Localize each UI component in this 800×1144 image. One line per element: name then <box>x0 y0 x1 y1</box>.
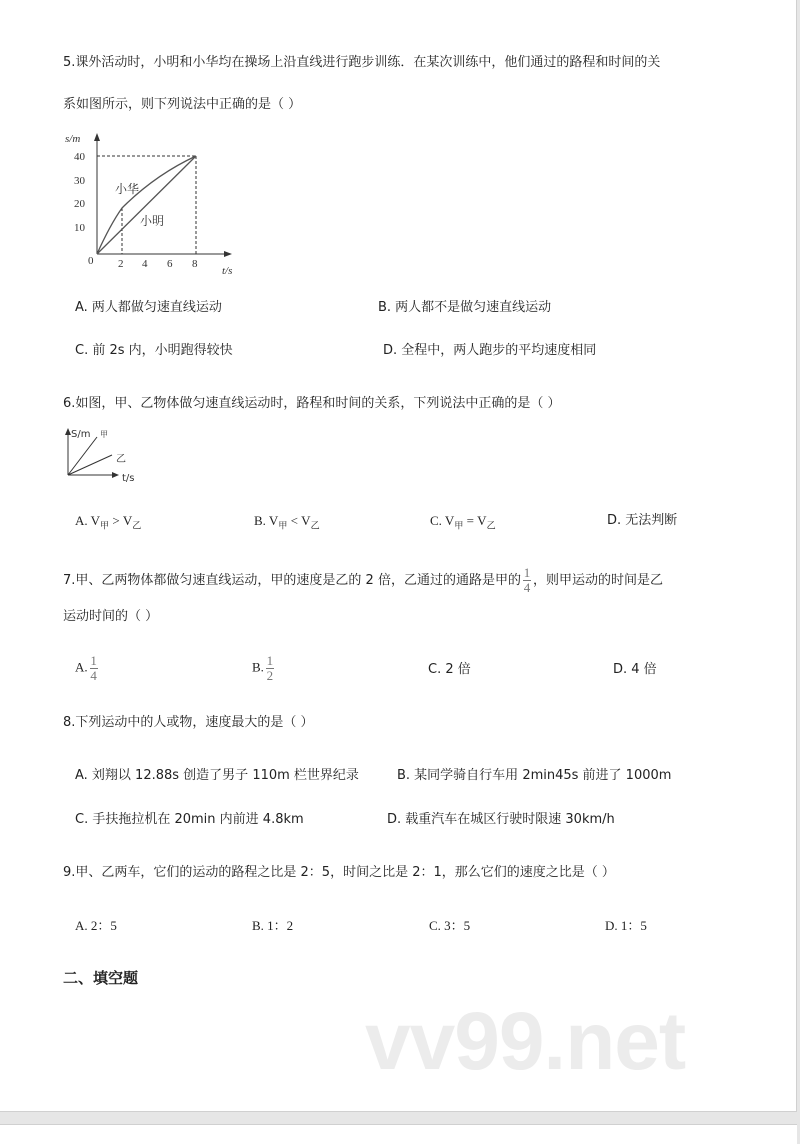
x-axis-label: t/s <box>122 473 135 484</box>
origin-label: 0 <box>88 255 94 267</box>
x-tick: 6 <box>167 258 173 270</box>
q7-option-b[interactable]: B. $\frac{1}{2}$ <box>252 653 274 683</box>
y-tick: 10 <box>74 222 85 234</box>
q5-graph <box>60 130 240 280</box>
series-label-jia: 甲 <box>100 430 108 439</box>
q6-option-d[interactable]: D. 无法判断 <box>607 513 678 528</box>
q6-option-a[interactable]: A. $V_甲 > V_乙$ <box>75 513 142 531</box>
q9-text: 9.甲、乙两车，它们的运动的路程之比是 2：5，时间之比是 2：1，那么它们的速度之比是（ ） <box>63 865 615 880</box>
next-page <box>0 1124 797 1144</box>
y-tick: 20 <box>74 198 85 210</box>
fraction: $\frac{1}{4}$ <box>523 565 531 595</box>
watermark: vv99.net <box>365 996 686 1087</box>
q6-text: 6.如图，甲、乙物体做匀速直线运动时，路程和时间的关系，下列说法中正确的是（ ） <box>63 396 561 411</box>
q6-option-b[interactable]: B. $V_甲 < V_乙$ <box>254 513 320 531</box>
q9-option-a[interactable]: A. 2：5 <box>75 918 117 933</box>
series-label-xiaoming: 小明 <box>140 214 165 228</box>
y-axis-label: s/m <box>65 133 81 145</box>
section-heading: 二、填空题 <box>63 969 139 987</box>
q9-option-b[interactable]: B. 1：2 <box>252 918 294 933</box>
q9-option-c[interactable]: C. 3：5 <box>429 918 471 933</box>
q5-option-d[interactable]: D. 全程中，两人跑步的平均速度相同 <box>383 343 597 358</box>
q8-text: 8.下列运动中的人或物，速度最大的是（ ） <box>63 715 314 730</box>
q6-option-c[interactable]: C. $V_甲 = V_乙$ <box>430 513 496 531</box>
x-tick: 8 <box>192 258 198 270</box>
q9-option-d[interactable]: D. 1：5 <box>605 918 647 933</box>
q7-text-line1: 7.甲、乙两物体都做匀速直线运动，甲的速度是乙的 2 倍，乙通过的通路是甲的 $\frac{1}{4}$ ，则甲运动的时间是乙 <box>63 565 663 595</box>
q7-option-d[interactable]: D. 4 倍 <box>613 662 657 677</box>
y-tick: 40 <box>74 151 85 163</box>
q5-text-line1: 5.课外活动时，小明和小华均在操场上沿直线进行跑步训练．在某次训练中，他们通过的路程和时间的关 <box>63 55 661 70</box>
y-tick: 30 <box>74 175 85 187</box>
q8-option-a[interactable]: A. 刘翔以 12.88s 创造了男子 110m 栏世界纪录 <box>75 768 359 783</box>
x-tick: 4 <box>142 258 148 270</box>
q5-option-b[interactable]: B. 两人都不是做匀速直线运动 <box>378 300 552 315</box>
x-tick: 2 <box>118 258 124 270</box>
q5-text-line2: 系如图所示，则下列说法中正确的是（ ） <box>63 97 302 112</box>
q6-graph <box>60 425 150 490</box>
series-label-xiaohua: 小华 <box>115 182 140 196</box>
q7-option-c[interactable]: C. 2 倍 <box>428 662 471 677</box>
q8-option-b[interactable]: B. 某同学骑自行车用 2min45s 前进了 1000m <box>397 768 672 783</box>
q7-text-line2: 运动时间的（ ） <box>63 609 159 624</box>
series-label-yi: 乙 <box>116 454 126 465</box>
q8-option-d[interactable]: D. 载重汽车在城区行驶时限速 30km/h <box>387 812 615 827</box>
q5-option-a[interactable]: A. 两人都做匀速直线运动 <box>75 300 222 315</box>
q5-option-c[interactable]: C. 前 2s 内，小明跑得较快 <box>75 343 233 358</box>
q8-option-c[interactable]: C. 手扶拖拉机在 20min 内前进 4.8km <box>75 812 304 827</box>
q7-option-a[interactable]: A. $\frac{1}{4}$ <box>75 653 97 683</box>
x-axis-label: t/s <box>222 265 233 277</box>
y-axis-label: S/m <box>71 429 91 440</box>
